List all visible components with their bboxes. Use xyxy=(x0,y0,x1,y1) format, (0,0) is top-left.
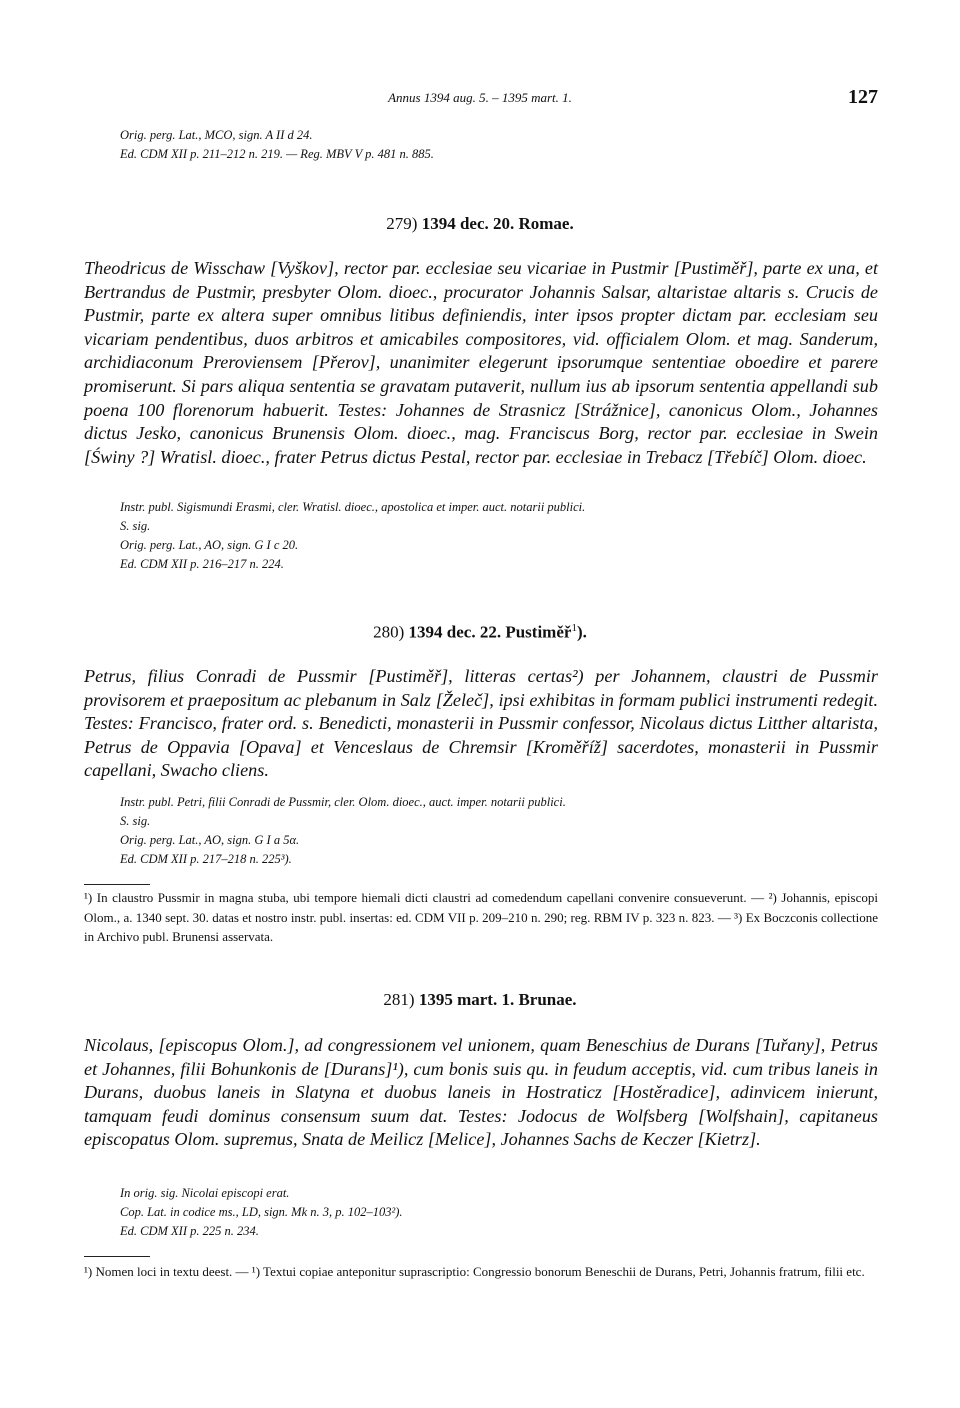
entry-heading-279 xyxy=(0,214,960,234)
entry-number: 281) xyxy=(383,990,415,1009)
entry-date: 1394 dec. 22. Pustiměř xyxy=(408,622,572,642)
note-line: Ed. CDM XII p. 217–218 n. 225³). xyxy=(120,852,292,866)
note-line: S. sig. xyxy=(120,814,151,828)
entry-notes-280 xyxy=(120,793,880,869)
entry-heading-280: 280) 1394 dec. 22. Pustiměř$^1$). xyxy=(373,622,587,642)
regest-paragraph: Theodricus de Wisschaw [Vyškov], rector par. ecclesiae seu vicariae in Pustmir [Pustiměř], parte ex una, et Bertrandus de Pustmir, presbyter Olom. dioec., procurator Johannis Salsar, altaristae altaris s. Crucis de Pustmir, parte ex altera super omnibus litibus definiendis, inter ipsos propter dictam par. ecclesiam seu vicariam pendentibus, duos arbitros et amicabiles compositores, vid. officialem Olom. et mag. Sanderum, archidiaconum Preroviensem [Přerov], unanimiter elegerunt ipsorumque sententiae oboedire et parere promiserunt. Si pars aliqua sententia se gravatam putaverit, nullum ius ab ipsorum sententia appellandi sub poena 100 florenorum habuerit. Testes: Johannes de Strasnicz [Strážnice], canonicus Olom., Johannes dictus Jesko, canonicus Brunensis Olom. dioec., mag. Franciscus Borg, rector par. ecclesiae in Swein [Świny ?] Wratisl. dioec., frater Petrus dictus Pestal, rector par. ecclesiae in Trebacz [Třebíč] Olom. dioec. xyxy=(84,258,878,467)
page-number: 127 xyxy=(848,86,878,108)
note-line: Instr. publ. Sigismundi Erasmi, cler. Wratisl. dioec., apostolica et imper. auct. notarii publici. xyxy=(120,500,586,514)
note-line: Orig. perg. Lat., MCO, sign. A II d 24. xyxy=(120,128,313,142)
entry-date: 1395 mart. 1. Brunae. xyxy=(418,990,577,1009)
note-line: Ed. CDM XII p. 225 n. 234. xyxy=(120,1224,259,1238)
footnotes-281 xyxy=(84,1262,878,1282)
note-line: Cop. Lat. in codice ms., LD, sign. Mk n. 3, p. 102–103²). xyxy=(120,1205,403,1219)
note-line: Orig. perg. Lat., AO, sign. G I a 5α. xyxy=(120,833,300,847)
running-head: Annus 1394 aug. 5. – 1395 mart. 1. xyxy=(388,90,572,105)
footnote-text: ¹) In claustro Pussmir in magna stuba, ubi tempore hiemali dicti claustri ad comedendum capellani convenire consueverunt. — ²) Johannis, episcopi Olom., a. 1340 sept. 30. datas et nostro instr. publ. insertas: ed. CDM VII p. 209–210 n. 290; reg. RBM IV p. 323 n. 823. — ³) Ex Boczconis collectione in Archivo publ. Brunensi asservata. xyxy=(84,890,878,944)
note-line: S. sig. xyxy=(120,519,151,533)
entry-text-280 xyxy=(84,665,878,783)
entry-heading-281 xyxy=(0,990,960,1010)
footnote-text: ¹) Nomen loci in textu deest. — ¹) Textui copiae anteponitur suprascriptio: Congressio bonorum Beneschii de Durans, Petri, Johannis fratrum, filii etc. xyxy=(84,1264,865,1279)
entry-number: 279) xyxy=(386,214,418,233)
footnote-rule xyxy=(84,884,150,885)
regest-paragraph: Nicolaus, [episcopus Olom.], ad congressionem vel unionem, quam Beneschius de Durans [Tuřany], Petrus et Johannes, filii Bohunkonis de [Durans]¹), cum bonis suis qu. in feudum acceptis, vid. cum tribus laneis in Durans, duobus laneis in Slatyna et duobus laneis in Hostraticz [Hostěradice], adinvicem inierunt, tamquam feudi dominus consensum suum dat. Testes: Jodocus de Wolfsberg [Wolfshain], capitaneus episcopatus Olom. supremus, Snata de Meilicz [Melice], Johannes Sachs de Keczer [Kietrz]. xyxy=(84,1035,878,1150)
entry-notes-281 xyxy=(120,1184,880,1241)
note-line: Ed. CDM XII p. 211–212 n. 219. — Reg. MBV V p. 481 n. 885. xyxy=(120,147,434,161)
entry-text-279 xyxy=(84,257,878,469)
entry-notes-279 xyxy=(120,498,880,574)
top-notes xyxy=(120,126,880,164)
note-line: Ed. CDM XII p. 216–217 n. 224. xyxy=(120,557,284,571)
regest-paragraph: Petrus, filius Conradi de Pussmir [Pustiměř], litteras certas²) per Johannem, claustri de Pussmir provisorem et praepositum ac plebanum in Salz [Želeč], ipsi exhibitas in formam publici instrumenti redegit. Testes: Francisco, frater ord. s. Benedicti, monasterii in Pussmir confessor, Nicolaus dictus Litther altarista, Petrus de Oppavia [Opava] et Venceslaus de Chremsir [Kroměříž] sacerdotes, monasterii in Pussmir capellani, Swacho cliens. xyxy=(84,666,878,781)
note-line: Orig. perg. Lat., AO, sign. G I c 20. xyxy=(120,538,299,552)
entry-text-281 xyxy=(84,1034,878,1152)
note-line: Instr. publ. Petri, filii Conradi de Pussmir, cler. Olom. dioec., auct. imper. notarii publici. xyxy=(120,795,566,809)
entry-date: 1394 dec. 20. Romae. xyxy=(421,214,574,233)
entry-number: 280) xyxy=(373,622,405,642)
footnote-rule xyxy=(84,1256,150,1257)
footnotes-280 xyxy=(84,888,878,947)
note-line: In orig. sig. Nicolai episcopi erat. xyxy=(120,1186,290,1200)
footnote-marker: 1 xyxy=(571,622,577,634)
